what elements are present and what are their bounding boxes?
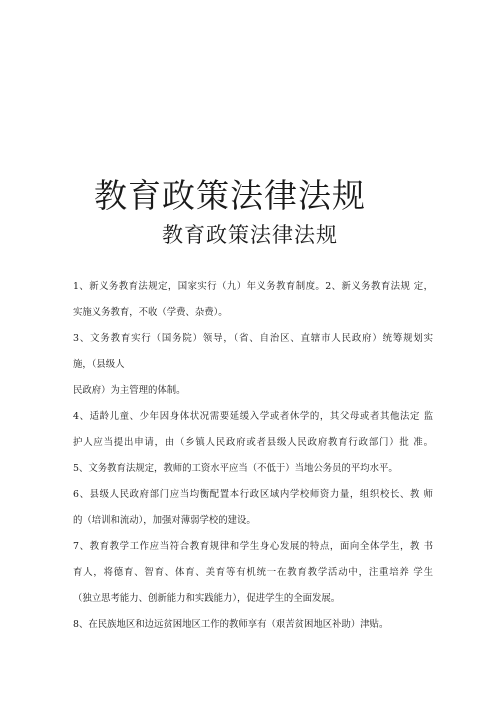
text-line: 的（培训和流动），加强对薄弱学校的建设。: [73, 515, 256, 526]
document-subtitle: 教育政策法律法规: [162, 223, 338, 247]
document-title: 教育政策法律法规: [94, 176, 366, 215]
document-body: [73, 278, 433, 642]
text-line: （独立思考能力、创新能力和实践能力），促进学生的全面发展。: [73, 593, 341, 604]
text-line: 4、适龄儿童、少年因身体状况需要延缓入学或者休学的，其父母或者其他法定 监: [73, 411, 433, 422]
text-line: 7、教育教学工作应当符合教育规律和学生身心发展的特点，面向全体学生，教 书: [73, 541, 433, 552]
text-line: 6、县级人民政府部门应当均衡配置本行政区域内学校师资力量，组织校长、教 师: [73, 489, 433, 500]
text-line: 民政府）为主管理的体制。: [73, 385, 186, 396]
text-line: 护人应当提出申请，由（乡镇人民政府或者县级人民政府教育行政部门）批 准。: [73, 437, 433, 448]
text-line: 实施义务教育，不收（学费、杂费）。: [73, 307, 228, 318]
text-line: 8、在民族地区和边远贫困地区工作的教师享有（艰苦贫困地区补助）津贴。: [73, 619, 389, 630]
text-line: 1、新义务教育法规定，国家实行（九）年义务教育制度。2、新义务教育法规 定，: [73, 281, 433, 292]
text-line: 5、文务教育法规定，教师的工资水平应当（不低于）当地公务员的平均水平。: [73, 463, 398, 474]
text-line: 3、文务教育实行（国务院）领导，（省、自治区、直辖市人民政府）统筹规划实: [73, 333, 433, 344]
text-line: 施，（县级人: [73, 359, 125, 370]
text-line: 育人，将德育、智育、体育、美育等有机统一在教育教学活动中，注重培养 学生: [73, 567, 433, 578]
